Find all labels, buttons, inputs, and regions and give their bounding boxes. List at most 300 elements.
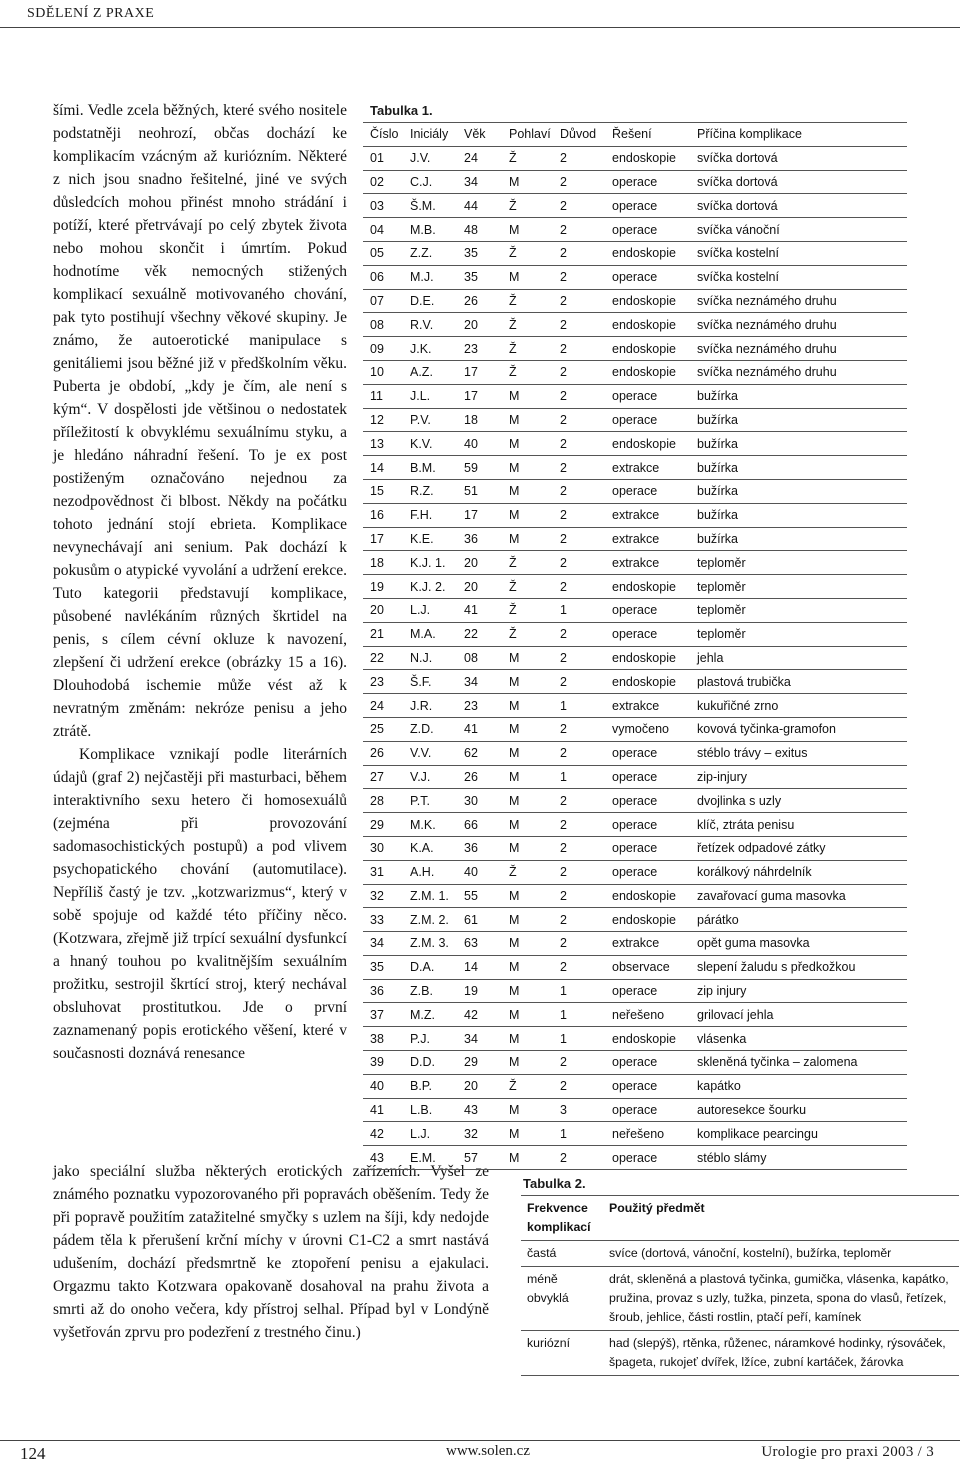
table-cell: M.B. (403, 218, 457, 242)
table-cell: 40 (457, 860, 502, 884)
table-cell: M (502, 1003, 553, 1027)
table-cell: 43 (363, 1146, 403, 1170)
table-row (363, 979, 907, 1003)
table-cell: 2 (553, 813, 605, 837)
table-cell: operace (605, 1074, 690, 1098)
table-cell: L.J. (403, 1122, 457, 1146)
table-cell: F.H. (403, 503, 457, 527)
table-cell: operace (605, 265, 690, 289)
table-cell: 02 (363, 170, 403, 194)
table-cell: 36 (457, 527, 502, 551)
table-cell: M (502, 503, 553, 527)
table-cell: 62 (457, 741, 502, 765)
table-cell: Z.M. 2. (403, 908, 457, 932)
table-cell: endoskopie (605, 1027, 690, 1051)
table-cell: 55 (457, 884, 502, 908)
table-cell: extrakce (605, 694, 690, 718)
table-cell: komplikace pearcingu (690, 1122, 907, 1146)
table-row (363, 1027, 907, 1051)
table-row (363, 1146, 907, 1170)
table-cell: L.J. (403, 598, 457, 622)
table-row (363, 622, 907, 646)
table-cell: operace (605, 741, 690, 765)
table-cell: 26 (457, 765, 502, 789)
table-cell: skleněná tyčinka – zalomena (690, 1051, 907, 1075)
table-row (363, 337, 907, 361)
table-cell: 24 (363, 694, 403, 718)
table-cell: endoskopie (605, 575, 690, 599)
table-cell: M (502, 646, 553, 670)
table-cell: 40 (457, 432, 502, 456)
table-cell: 2 (553, 527, 605, 551)
table-cell: bužírka (690, 408, 907, 432)
table-cell: 2 (553, 836, 605, 860)
column-header: Řešení (605, 123, 690, 147)
table-row (363, 265, 907, 289)
table-cell: operace (605, 194, 690, 218)
table-cell: A.H. (403, 860, 457, 884)
table-cell: 26 (457, 289, 502, 313)
table-cell: 19 (363, 575, 403, 599)
table-cell: 2 (553, 717, 605, 741)
table-cell: E.M. (403, 1146, 457, 1170)
table-cell: dvojlinka s uzly (690, 789, 907, 813)
table-cell: 04 (363, 218, 403, 242)
table-cell: extrakce (605, 932, 690, 956)
table-row (363, 1051, 907, 1075)
table-cell: 20 (363, 598, 403, 622)
table-cell: bužírka (690, 456, 907, 480)
table-cell: Ž (502, 622, 553, 646)
table-cell: M (502, 1098, 553, 1122)
table-cell: operace (605, 1146, 690, 1170)
table-cell: Š.F. (403, 670, 457, 694)
table-cell: Š.M. (403, 194, 457, 218)
table-cell: B.M. (403, 456, 457, 480)
table-cell: 01 (363, 146, 403, 170)
table-cell: N.J. (403, 646, 457, 670)
table-row (363, 860, 907, 884)
table-cell: 18 (363, 551, 403, 575)
table-cell: 2 (553, 313, 605, 337)
table-cell: 35 (457, 265, 502, 289)
paragraph: Komplikace vznikají podle literárních údajů (graf 2) nejčastěji při masturbaci, během interaktivního sexu hetero či homosexuálů (zejména při provozování sadomasochistických postupů) a pod vlivem psychopatického chování (automutilace). Nepříliš častý je tzv. „kotzwarizmus“, který v sobě spojuje od každé této příčiny něco. (Kotzwara, zřejmě již trpící sexuální dysfunkcí a hnaný touhou po kvalitnějším sexuálním prožitku, sestrojil škrtící stroj, který nechával obsluhovat prostitutkou. Jde o první zaznamenaný popis erotického věšení, které v současnosti doznává renesance (53, 746, 347, 1062)
table-cell: 18 (457, 408, 502, 432)
column-header: Důvod (553, 123, 605, 147)
table-cell: 2 (553, 503, 605, 527)
table-cell: 57 (457, 1146, 502, 1170)
table-cell: 59 (457, 456, 502, 480)
table-cell: K.A. (403, 836, 457, 860)
table-row (363, 479, 907, 503)
website-link[interactable]: www.solen.cz (446, 1443, 531, 1459)
header-divider (0, 27, 960, 28)
table-cell: 1 (553, 1027, 605, 1051)
table-cell: 35 (457, 241, 502, 265)
table-cell: Ž (502, 194, 553, 218)
table-cell: teploměr (690, 551, 907, 575)
table-cell: svíčka dortová (690, 146, 907, 170)
table-cell: 23 (457, 337, 502, 361)
table-cell: endoskopie (605, 313, 690, 337)
table-cell: operace (605, 836, 690, 860)
table-cell: svíčka kostelní (690, 265, 907, 289)
table-header-row (363, 123, 907, 147)
table-cell: 29 (457, 1051, 502, 1075)
column-header: Frekvence komplikací (521, 1196, 603, 1241)
table-cell: endoskopie (605, 670, 690, 694)
table-cell: observace (605, 955, 690, 979)
table-cell: 35 (363, 955, 403, 979)
table-cell: neřešeno (605, 1003, 690, 1027)
table-cell: Ž (502, 337, 553, 361)
table-cell: 2 (553, 1051, 605, 1075)
table-cell: endoskopie (605, 646, 690, 670)
table-cell: 2 (553, 955, 605, 979)
table-cell: operace (605, 789, 690, 813)
table-cell: 2 (553, 789, 605, 813)
table-cell: Z.B. (403, 979, 457, 1003)
table-row (363, 789, 907, 813)
table-cell: 34 (457, 1027, 502, 1051)
table-cell: endoskopie (605, 337, 690, 361)
table-row (363, 1074, 907, 1098)
table-row (363, 836, 907, 860)
table1-caption: Tabulka 1. (370, 103, 433, 118)
table-cell: bužírka (690, 527, 907, 551)
table-cell: 2 (553, 551, 605, 575)
table-cell: K.V. (403, 432, 457, 456)
table-cell: M (502, 479, 553, 503)
table-row (363, 598, 907, 622)
table-cell: P.T. (403, 789, 457, 813)
table-cell: 61 (457, 908, 502, 932)
footer-divider (0, 1440, 960, 1441)
table-cell: operace (605, 218, 690, 242)
table-cell: D.E. (403, 289, 457, 313)
table-cell: operace (605, 170, 690, 194)
table-cell: 32 (363, 884, 403, 908)
table-cell: K.E. (403, 527, 457, 551)
table-cell: 2 (553, 337, 605, 361)
table-cell: 20 (457, 313, 502, 337)
table-cell: kuriózní (521, 1331, 603, 1376)
table-cell: 2 (553, 456, 605, 480)
frequency-table (521, 1195, 959, 1376)
table-row (363, 551, 907, 575)
table-cell: 33 (363, 908, 403, 932)
table-row (521, 1241, 959, 1267)
table-cell: korálkový náhrdelník (690, 860, 907, 884)
table-cell: operace (605, 1098, 690, 1122)
table-row (363, 813, 907, 837)
table-cell: operace (605, 622, 690, 646)
table-cell: svíčka kostelní (690, 241, 907, 265)
table-cell: 48 (457, 218, 502, 242)
table-cell: 2 (553, 860, 605, 884)
page-number: 124 (20, 1444, 46, 1463)
table-cell: 2 (553, 670, 605, 694)
table-cell: M (502, 955, 553, 979)
table-cell: L.B. (403, 1098, 457, 1122)
table-cell: M (502, 908, 553, 932)
table-cell: operace (605, 384, 690, 408)
table-cell: svíčka vánoční (690, 218, 907, 242)
table-cell: P.V. (403, 408, 457, 432)
column-header: Pohlaví (502, 123, 553, 147)
table-cell: 2 (553, 265, 605, 289)
table-cell: P.J. (403, 1027, 457, 1051)
table-cell: 2 (553, 360, 605, 384)
table-cell: kukuřičné zrno (690, 694, 907, 718)
table-row (363, 932, 907, 956)
table-row (363, 146, 907, 170)
table-cell: 09 (363, 337, 403, 361)
table-cell: J.V. (403, 146, 457, 170)
table-cell: zip-injury (690, 765, 907, 789)
table-cell: svíčka neznámého druhu (690, 337, 907, 361)
table-cell: 2 (553, 384, 605, 408)
table-cell: Ž (502, 575, 553, 599)
table-cell: 23 (363, 670, 403, 694)
journal-name: Urologie pro praxi 2003 / 3 (761, 1444, 934, 1460)
table-row (363, 289, 907, 313)
table-cell: V.J. (403, 765, 457, 789)
table-row (363, 456, 907, 480)
table-cell: 07 (363, 289, 403, 313)
table-cell: 16 (363, 503, 403, 527)
table-cell: 2 (553, 479, 605, 503)
table-cell: 2 (553, 646, 605, 670)
table-cell: 11 (363, 384, 403, 408)
table-cell: Z.D. (403, 717, 457, 741)
table-cell: 1 (553, 598, 605, 622)
table-cell: M (502, 932, 553, 956)
table-cell: 08 (363, 313, 403, 337)
table-cell: 20 (457, 1074, 502, 1098)
table-cell: M (502, 836, 553, 860)
table-row (521, 1267, 959, 1331)
table-cell: 20 (457, 551, 502, 575)
table-cell: 31 (363, 860, 403, 884)
table-cell: M (502, 884, 553, 908)
table-cell: bužírka (690, 479, 907, 503)
column-header: Použitý předmět (603, 1196, 959, 1241)
bottom-paragraph-continuation (53, 1160, 489, 1344)
column-header: Číslo (363, 123, 403, 147)
table-cell: Ž (502, 860, 553, 884)
table-cell: M (502, 1146, 553, 1170)
table-cell: neřešeno (605, 1122, 690, 1146)
table-cell: operace (605, 598, 690, 622)
table-cell: párátko (690, 908, 907, 932)
table-cell: endoskopie (605, 146, 690, 170)
table-cell: svíčka neznámého druhu (690, 360, 907, 384)
table-row (363, 741, 907, 765)
table-row (363, 360, 907, 384)
table-cell: M.Z. (403, 1003, 457, 1027)
table-row (363, 170, 907, 194)
table-row (363, 503, 907, 527)
table-cell: M (502, 384, 553, 408)
table-cell: 32 (457, 1122, 502, 1146)
table-cell: extrakce (605, 456, 690, 480)
table-cell: M (502, 717, 553, 741)
complications-table (363, 122, 907, 1170)
column-header: Příčina komplikace (690, 123, 907, 147)
table-cell: stéblo slámy (690, 1146, 907, 1170)
table-cell: 2 (553, 741, 605, 765)
table-cell: 06 (363, 265, 403, 289)
table-cell: 40 (363, 1074, 403, 1098)
table-cell: teploměr (690, 575, 907, 599)
table-cell: operace (605, 979, 690, 1003)
table-cell: 26 (363, 741, 403, 765)
table-cell: 1 (553, 1003, 605, 1027)
table-cell: drát, skleněná a plastová tyčinka, gumička, vlásenka, kapátko, pružina, provaz s uzly, tužka, pinzeta, spona do vlasů, řetízek, šroub, jehlice, části rostlin, ptačí peří, kamínek (603, 1267, 959, 1331)
table-row (363, 765, 907, 789)
table-cell: 30 (457, 789, 502, 813)
paragraph: šími. Vedle zcela běžných, které svého nositele podstatněji neohrozí, občas dochází ke komplikacím vzácným až kuriózním. Některé z nich jsou snadno řešitelné, jiné ve svých důsledcích mohou přinést mnoho strádání i potíží, které přetrvávají po celý zbytek života nebo mohou skončit i úmrtím. Pokud hodnotíme věk nemocných stižených komplikací sexuálně motivovaného chování, pak tyto postihují všechny věkové skupiny. Je známo, že autoerotické manipulace s genitáliemi jsou běžné již v předškolním věku. Puberta je období, „kdy je čím, ale není s kým“. V dospělosti jde většinou o nedostatek příležitostí k obvyklému sexuálnímu styku, a je hledáno náhradní řešení. To je ex post postiženým označováno nejednou za nezodpovědnost či blbost. Někdy na počátku tohoto jednání stojí ebrieta. Komplikace nevynechávají ani senium. Pak dochází k pokusům o atypické vyvolání a udržení erekce. Tuto kategorii představují komplikace, působené navlékáním různých škrtidel na penis, s cílem cévní okluze k navození, zlepšení či udržení erekce (obrázky 15 a 16). Dlouhodobá ischemie může vést až k nevratným změnám: nekróze penisu a jeho ztrátě. (53, 102, 347, 740)
table-cell: J.K. (403, 337, 457, 361)
table-cell: M (502, 432, 553, 456)
table-cell: řetízek odpadové zátky (690, 836, 907, 860)
table-cell: svíčka dortová (690, 170, 907, 194)
table-cell: 19 (457, 979, 502, 1003)
table-row (363, 717, 907, 741)
table-cell: M (502, 741, 553, 765)
table-cell: svíčka neznámého druhu (690, 289, 907, 313)
table-cell: 36 (363, 979, 403, 1003)
table-cell: M (502, 694, 553, 718)
table-cell: M (502, 527, 553, 551)
table-cell: častá (521, 1241, 603, 1267)
table-cell: M (502, 789, 553, 813)
table-cell: Ž (502, 1074, 553, 1098)
table-cell: operace (605, 479, 690, 503)
table-cell: had (slepýš), rtěnka, růženec, náramkové hodinky, rýsováček, špageta, rukojeť dvířek, lžíce, zubní kartáček, žárovka (603, 1331, 959, 1376)
table-cell: 66 (457, 813, 502, 837)
table-cell: teploměr (690, 622, 907, 646)
table-cell: 1 (553, 979, 605, 1003)
table-cell: teploměr (690, 598, 907, 622)
table-cell: 03 (363, 194, 403, 218)
table-cell: Ž (502, 551, 553, 575)
table-row (521, 1331, 959, 1376)
table-cell: Ž (502, 598, 553, 622)
section-header: SDĚLENÍ Z PRAXE (27, 6, 155, 21)
table-cell: 17 (457, 503, 502, 527)
table-cell: M (502, 408, 553, 432)
table-cell: extrakce (605, 551, 690, 575)
table-cell: méně obvyklá (521, 1267, 603, 1331)
table-row (363, 694, 907, 718)
table-cell: 41 (457, 717, 502, 741)
table-cell: 38 (363, 1027, 403, 1051)
table-cell: 15 (363, 479, 403, 503)
table-cell: Z.M. 1. (403, 884, 457, 908)
table-cell: operace (605, 860, 690, 884)
table-cell: Ž (502, 146, 553, 170)
table-row (363, 241, 907, 265)
table-cell: 22 (457, 622, 502, 646)
table-cell: kovová tyčinka-gramofon (690, 717, 907, 741)
table-cell: M (502, 1051, 553, 1075)
table-row (363, 884, 907, 908)
table-cell: 2 (553, 622, 605, 646)
table-cell: endoskopie (605, 884, 690, 908)
table-cell: J.L. (403, 384, 457, 408)
table-cell: Z.Z. (403, 241, 457, 265)
table-cell: 17 (457, 360, 502, 384)
table-cell: 27 (363, 765, 403, 789)
table-cell: B.P. (403, 1074, 457, 1098)
table-cell: opět guma masovka (690, 932, 907, 956)
table-cell: 34 (457, 170, 502, 194)
table-cell: M (502, 813, 553, 837)
table-cell: endoskopie (605, 908, 690, 932)
table-cell: Ž (502, 289, 553, 313)
table-cell: 2 (553, 408, 605, 432)
table-row (363, 218, 907, 242)
table-cell: M (502, 1122, 553, 1146)
table-row (363, 384, 907, 408)
table-cell: A.Z. (403, 360, 457, 384)
table-cell: 2 (553, 908, 605, 932)
table-cell: endoskopie (605, 289, 690, 313)
table-cell: R.Z. (403, 479, 457, 503)
table-cell: bužírka (690, 384, 907, 408)
table-cell: vlásenka (690, 1027, 907, 1051)
table-row (363, 1098, 907, 1122)
table-row (363, 527, 907, 551)
table-row (363, 955, 907, 979)
table-cell: 2 (553, 432, 605, 456)
table-cell: Ž (502, 360, 553, 384)
table-cell: operace (605, 765, 690, 789)
table-cell: zip injury (690, 979, 907, 1003)
table-row (363, 1003, 907, 1027)
table-row (363, 575, 907, 599)
table-cell: svíce (dortová, vánoční, kostelní), bužírka, teploměr (603, 1241, 959, 1267)
table-cell: M.K. (403, 813, 457, 837)
table-cell: extrakce (605, 527, 690, 551)
table-cell: M (502, 670, 553, 694)
table-cell: 17 (457, 384, 502, 408)
table-cell: kapátko (690, 1074, 907, 1098)
table-cell: M (502, 1027, 553, 1051)
table-cell: 3 (553, 1098, 605, 1122)
table-cell: 05 (363, 241, 403, 265)
table-cell: V.V. (403, 741, 457, 765)
table-cell: Ž (502, 313, 553, 337)
table-cell: endoskopie (605, 432, 690, 456)
table-row (363, 1122, 907, 1146)
table-cell: 2 (553, 1074, 605, 1098)
table-row (363, 408, 907, 432)
table-row (363, 432, 907, 456)
table-cell: operace (605, 408, 690, 432)
table-cell: 42 (363, 1122, 403, 1146)
table-cell: autoresekce šourku (690, 1098, 907, 1122)
table-cell: K.J. 2. (403, 575, 457, 599)
table-cell: slepení žaludu s předkožkou (690, 955, 907, 979)
table-cell: 1 (553, 694, 605, 718)
table-cell: 22 (363, 646, 403, 670)
table-cell: 28 (363, 789, 403, 813)
table-cell: M.J. (403, 265, 457, 289)
table-cell: Z.M. 3. (403, 932, 457, 956)
